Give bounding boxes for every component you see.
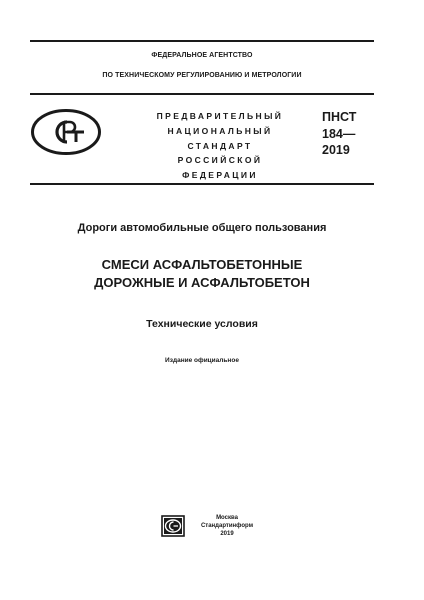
publisher-city: Москва — [216, 515, 238, 521]
publisher-year: 2019 — [220, 531, 234, 537]
middle-rule — [30, 93, 374, 95]
document-title-line-1: СМЕСИ АСФАЛЬТОБЕТОННЫЕ — [101, 257, 303, 272]
standard-code-line-3: 2019 — [322, 143, 350, 157]
status-line-2: НАЦИОНАЛЬНЫЙ — [167, 125, 273, 136]
document-title — [30, 256, 374, 292]
publisher-info — [197, 514, 257, 538]
document-subject: Дороги автомобильные общего пользования — [77, 222, 327, 234]
status-line-3: СТАНДАРТ — [187, 140, 253, 151]
top-rule — [30, 40, 374, 42]
standard-code-line-2: 184— — [322, 126, 356, 141]
edition-label: Издание официальное — [165, 357, 239, 364]
status-line-4: РОССИЙСКОЙ — [177, 155, 263, 166]
agency-line-2: ПО ТЕХНИЧЕСКОМУ РЕГУЛИРОВАНИЮ И МЕТРОЛОГИИ — [102, 72, 302, 79]
status-line-1: ПРЕДВАРИТЕЛЬНЫЙ — [156, 111, 284, 121]
document-title-line-2: ДОРОЖНЫЕ И АСФАЛЬТОБЕТОН — [94, 275, 310, 290]
standard-status — [140, 109, 300, 183]
publisher-name: Стандартинформ — [200, 523, 254, 529]
standard-code-line-1: ПНСТ — [322, 110, 357, 124]
bottom-rule — [30, 183, 374, 185]
gost-r-logo-icon — [30, 108, 102, 156]
status-line-5: ФЕДЕРАЦИИ — [182, 170, 258, 181]
standartinform-logo-icon — [161, 515, 185, 537]
document-spec: Технические условия — [146, 318, 258, 330]
agency-line-1: ФЕДЕРАЛЬНОЕ АГЕНТСТВО — [151, 52, 253, 59]
standard-code — [322, 109, 356, 159]
